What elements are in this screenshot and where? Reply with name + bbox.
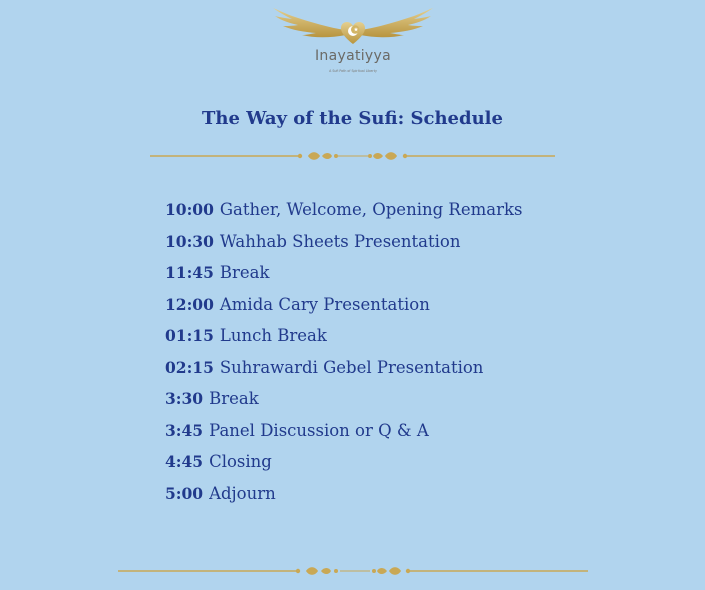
schedule-item xyxy=(165,262,522,294)
schedule-item xyxy=(165,483,522,515)
schedule-event: Amida Cary Presentation xyxy=(219,294,430,314)
schedule-time: 01:15 xyxy=(165,326,214,345)
schedule-time: 12:00 xyxy=(165,294,214,314)
schedule-time: 02:15 xyxy=(165,357,214,377)
schedule-time: 4:45 xyxy=(165,452,204,471)
schedule-time: 3:30 xyxy=(165,389,204,408)
schedule-event: Break xyxy=(209,389,259,408)
ornamental-divider-icon xyxy=(150,148,555,164)
schedule-event: Break xyxy=(219,263,270,282)
schedule-time: 10:30 xyxy=(165,231,214,251)
schedule-time: 3:45 xyxy=(165,420,204,440)
schedule-time: 11:45 xyxy=(165,263,214,282)
page-title: The Way of the Sufi: Schedule xyxy=(202,108,503,129)
schedule-time: 5:00 xyxy=(165,483,204,503)
schedule-event: Lunch Break xyxy=(219,326,327,345)
inayatiyya-logo xyxy=(270,4,436,80)
schedule-event: Closing xyxy=(209,452,272,471)
logo-tagline: A Sufi Path of Spiritual Liberty xyxy=(329,69,377,73)
schedule-item xyxy=(165,357,522,389)
schedule-time: 10:00 xyxy=(165,200,214,219)
schedule-event: Panel Discussion or Q & A xyxy=(209,420,429,440)
logo-brand-name: Inayatiyya xyxy=(315,48,391,64)
schedule-item xyxy=(165,231,522,263)
schedule-list xyxy=(165,199,522,514)
ornamental-divider-icon xyxy=(118,563,588,579)
schedule-item xyxy=(165,420,522,452)
schedule-event: Suhrawardi Gebel Presentation xyxy=(219,357,484,377)
schedule-item xyxy=(165,294,522,326)
schedule-item xyxy=(165,451,522,483)
schedule-item xyxy=(165,388,522,420)
schedule-event: Gather, Welcome, Opening Remarks xyxy=(219,200,523,219)
schedule-item xyxy=(165,325,522,357)
schedule-event: Wahhab Sheets Presentation xyxy=(219,231,461,251)
schedule-event: Adjourn xyxy=(209,483,276,503)
schedule-item xyxy=(165,199,522,231)
winged-heart-crescent-star-icon xyxy=(270,4,436,48)
